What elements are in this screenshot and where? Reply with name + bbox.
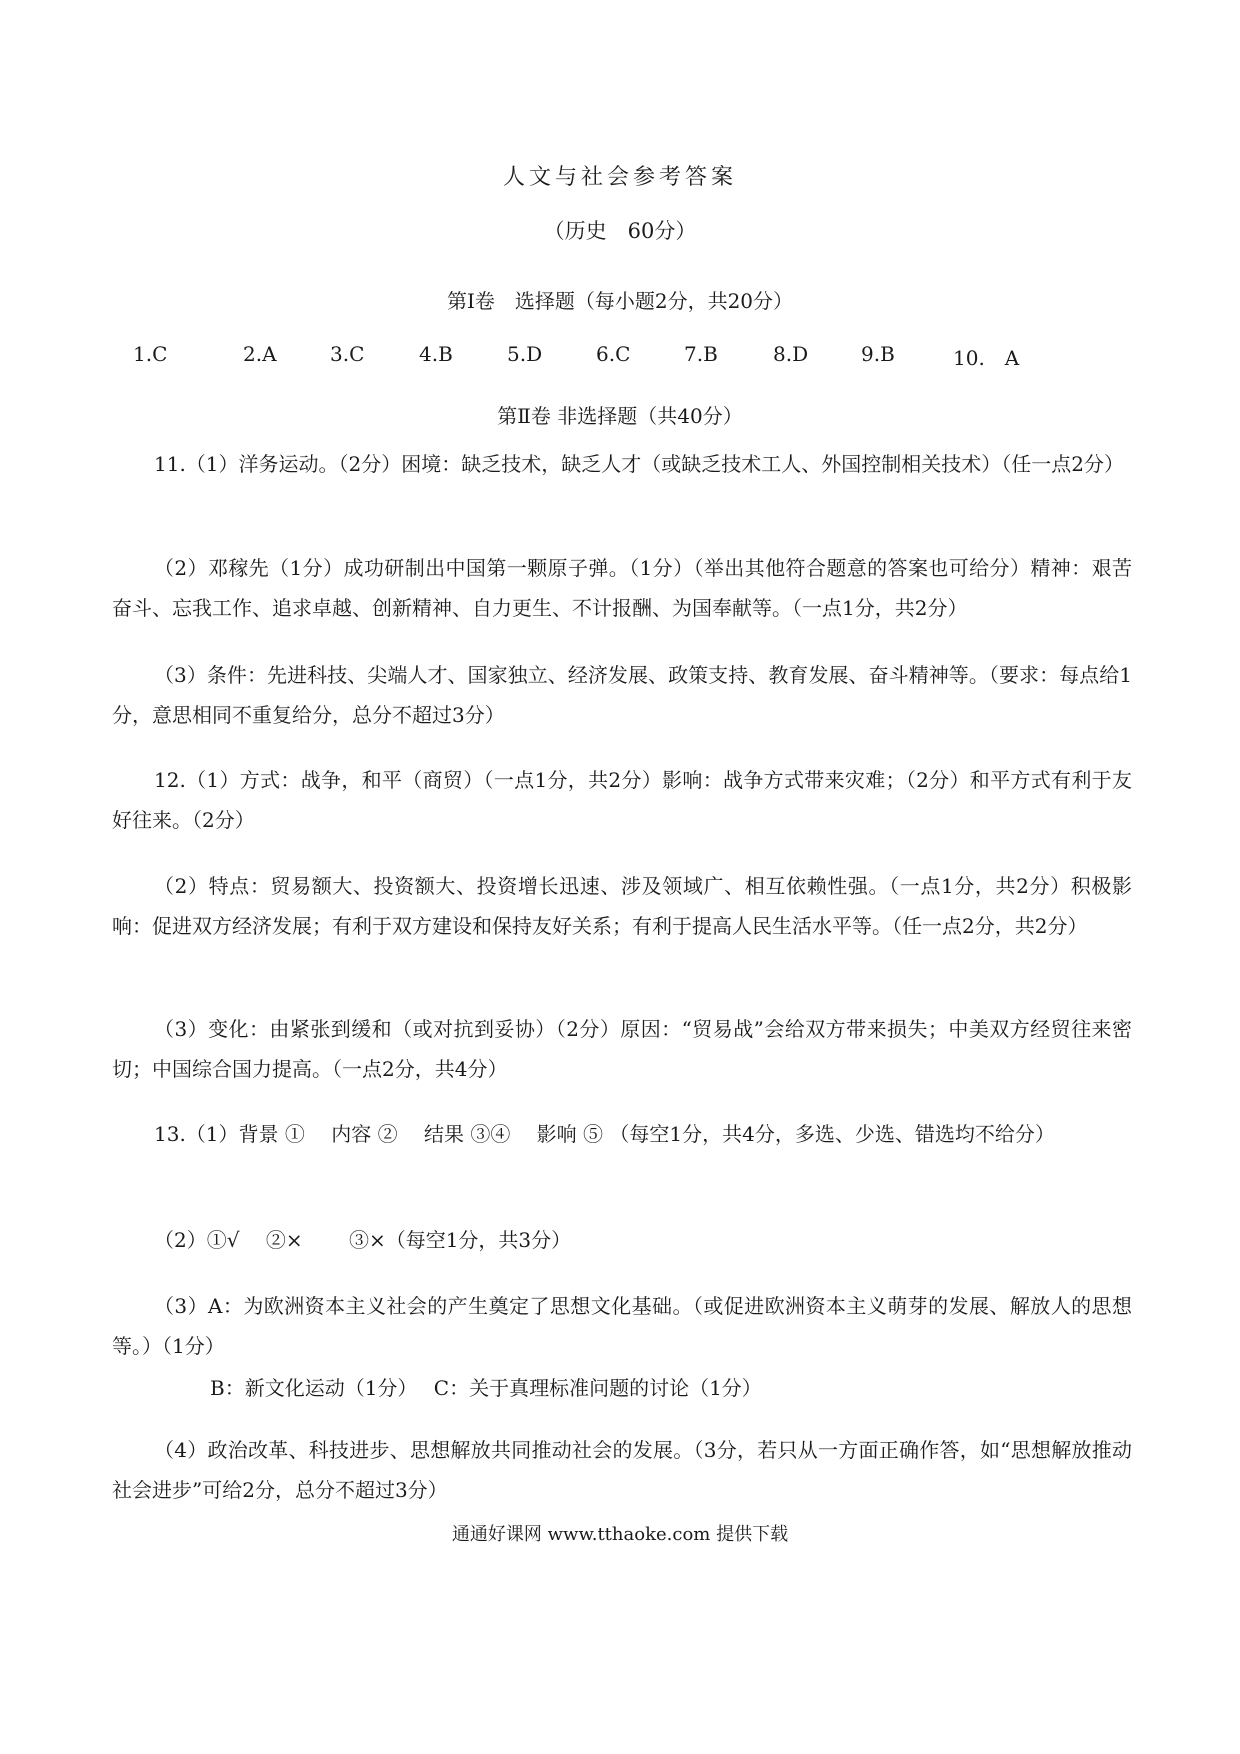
q13-answer-3b: B：新文化运动（1分） C：关于真理标准问题的讨论（1分） [210,1376,762,1400]
q13-answer-1: 13.（1）背景 ① 内容 ② 结果 ③④ 影响 ⑤ （每空1分，共4分，多选、少选、错选均不给分） [154,1122,1055,1146]
mc-answer: 6.C [596,342,631,366]
page-title: 人文与社会参考答案 [502,165,737,190]
q13-answer-4: （4）政治改革、科技进步、思想解放共同推动社会的发展。（3分，若只从一方面正确作答，如“思想解放推动社会进步”可给2分，总分不超过3分） [112,1438,1132,1502]
q12-answer-2: （2）特点：贸易额大、投资额大、投资增长迅速、涉及领域广、相互依赖性强。（一点1分，共2分）积极影响：促进双方经济发展；有利于双方建设和保持友好关系；有利于提高人民生活水平等。（任一点2分，共2分） [112,874,1132,938]
mc-answer: 9.B [861,342,895,366]
q11-answer-3: （3）条件：先进科技、尖端人才、国家独立、经济发展、政策支持、教育发展、奋斗精神等。（要求：每点给1分，意思相同不重复给分，总分不超过3分） [112,663,1132,727]
q11-answer-2: （2）邓稼先（1分）成功研制出中国第一颗原子弹。（1分）（举出其他符合题意的答案也可给分）精神：艰苦奋斗、忘我工作、追求卓越、创新精神、自力更生、不计报酬、为国奉献等。（一点1分，共2分） [112,556,1132,620]
mc-answer: 1.C [133,342,168,366]
q12-answer-3: （3）变化：由紧张到缓和（或对抗到妥协）（2分）原因：“贸易战”会给双方带来损失；中美双方经贸往来密切；中国综合国力提高。（一点2分，共4分） [112,1017,1132,1081]
mc-answer: 10. A [953,346,1020,370]
q12-answer-1: 12.（1）方式：战争，和平（商贸）（一点1分，共2分）影响：战争方式带来灾难；（2分）和平方式有利于友好往来。（2分） [112,768,1132,832]
mc-answer: 8.D [773,342,809,366]
mc-answer: 2.A [243,342,277,366]
q13-answer-2: （2）①√ ②× ③×（每空1分，共3分） [154,1228,572,1252]
q13-answer-3: （3）A：为欧洲资本主义社会的产生奠定了思想文化基础。（或促进欧洲资本主义萌芽的发展、解放人的思想等。）（1分） [112,1294,1132,1358]
page-subtitle: （历史 60分） [543,219,697,243]
mc-answer: 7.B [684,342,718,366]
part2-heading: 第Ⅱ卷 非选择题（共40分） [497,404,743,428]
mc-answer: 3.C [330,342,365,366]
mc-answer: 5.D [507,342,543,366]
page-footer: 通通好课网 www.tthaoke.com 提供下载 [451,1524,789,1545]
q11-answer-1: 11.（1）洋务运动。（2分）困境：缺乏技术，缺乏人才（或缺乏技术工人、外国控制相关技术）（任一点2分） [154,452,1124,476]
mc-answer: 4.B [419,342,453,366]
part1-heading: 第Ⅰ卷 选择题（每小题2分，共20分） [446,289,794,313]
